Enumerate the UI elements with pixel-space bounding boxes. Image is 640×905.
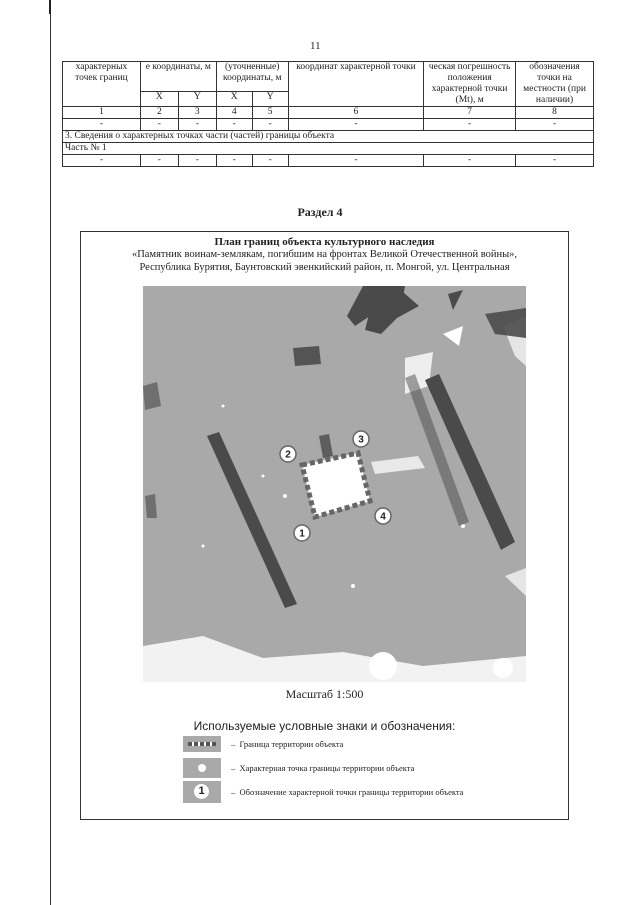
table-cell: 8 [516, 107, 594, 119]
header-cell: характерных точек границ [63, 62, 141, 107]
table-number-row [63, 107, 594, 119]
table-cell: - [516, 155, 594, 167]
table-cell: - [178, 119, 216, 131]
legend-item-number: – Обозначение характерной точки границы территории объекта [231, 787, 464, 797]
table-cell: - [288, 155, 424, 167]
part-heading: Часть № 1 [63, 143, 594, 155]
table-cell: - [216, 155, 252, 167]
header-cell: (уточненные) координаты, м [216, 62, 288, 92]
table-cell: - [424, 155, 516, 167]
table-cell: - [252, 119, 288, 131]
characteristic-point-4 [375, 508, 391, 524]
header-cell: координат характерной точки [288, 62, 424, 107]
table-cell: - [63, 119, 141, 131]
subheader-cell: X [216, 91, 252, 106]
point-label: 3 [358, 434, 364, 446]
table-cell: - [252, 155, 288, 167]
table-cell: 2 [140, 107, 178, 119]
margin-line [50, 0, 51, 905]
coordinates-table [62, 61, 594, 167]
aerial-map [143, 286, 526, 682]
table-cell: 6 [288, 107, 424, 119]
point-label: 2 [285, 449, 291, 461]
table-cell: 7 [424, 107, 516, 119]
legend-item-point: – Характерная точка границы территории объекта [231, 763, 415, 773]
section-title: Раздел 4 [297, 205, 343, 219]
subheader-cell: Y [178, 91, 216, 106]
page-number: 11 [310, 40, 321, 52]
map-scale: Масштаб 1:500 [285, 687, 364, 701]
point-label: 4 [380, 511, 386, 523]
table-cell: - [140, 119, 178, 131]
table-cell: - [516, 119, 594, 131]
table-row [63, 119, 594, 131]
table-cell: 3 [178, 107, 216, 119]
number-sample: 1 [194, 784, 209, 799]
subheader-cell: Y [252, 91, 288, 106]
legend-title: Используемые условные знаки и обозначения: [193, 719, 456, 733]
plan-subtitle-line2: Республика Бурятия, Баунтовский эвенкийский район, п. Монгой, ул. Центральная [139, 262, 510, 273]
legend-item-boundary: – Граница территории объекта [231, 739, 344, 749]
subheader-cell: X [140, 91, 178, 106]
table-cell: - [178, 155, 216, 167]
point-sample [198, 764, 206, 772]
table-cell: - [288, 119, 424, 131]
margin-tick [49, 0, 51, 14]
table-cell: 4 [216, 107, 252, 119]
characteristic-point-2 [280, 446, 296, 462]
header-cell: е координаты, м [140, 62, 216, 92]
plan-title: План границ объекта культурного наследия [214, 236, 435, 248]
plan-frame [80, 231, 569, 820]
section-3-heading: 3. Сведения о характерных точках части (частей) границы объекта [63, 131, 594, 143]
table-cell: - [140, 155, 178, 167]
header-cell: ческая погрешность положения характерной точки (Mt), м [424, 62, 516, 107]
characteristic-point-1 [294, 525, 310, 541]
table-cell: - [63, 155, 141, 167]
table-section-row [63, 131, 594, 143]
boundary-line-sample [188, 742, 216, 746]
point-label: 1 [299, 528, 305, 540]
table-part-row [63, 143, 594, 155]
table-cell: 5 [252, 107, 288, 119]
header-cell: обозначения точки на местности (при наличии) [516, 62, 594, 107]
characteristic-point-3 [353, 431, 369, 447]
table-cell: - [216, 119, 252, 131]
legend-symbol-number [183, 781, 221, 803]
plan-subtitle-line1: «Памятник воинам-землякам, погибшим на фронтах Великой Отечественной войны», [131, 249, 518, 260]
table-header-row [63, 62, 594, 92]
table-cell: 1 [63, 107, 141, 119]
legend-symbol-boundary [183, 736, 221, 752]
table-row [63, 155, 594, 167]
table-cell: - [424, 119, 516, 131]
legend-symbol-point [183, 758, 221, 778]
